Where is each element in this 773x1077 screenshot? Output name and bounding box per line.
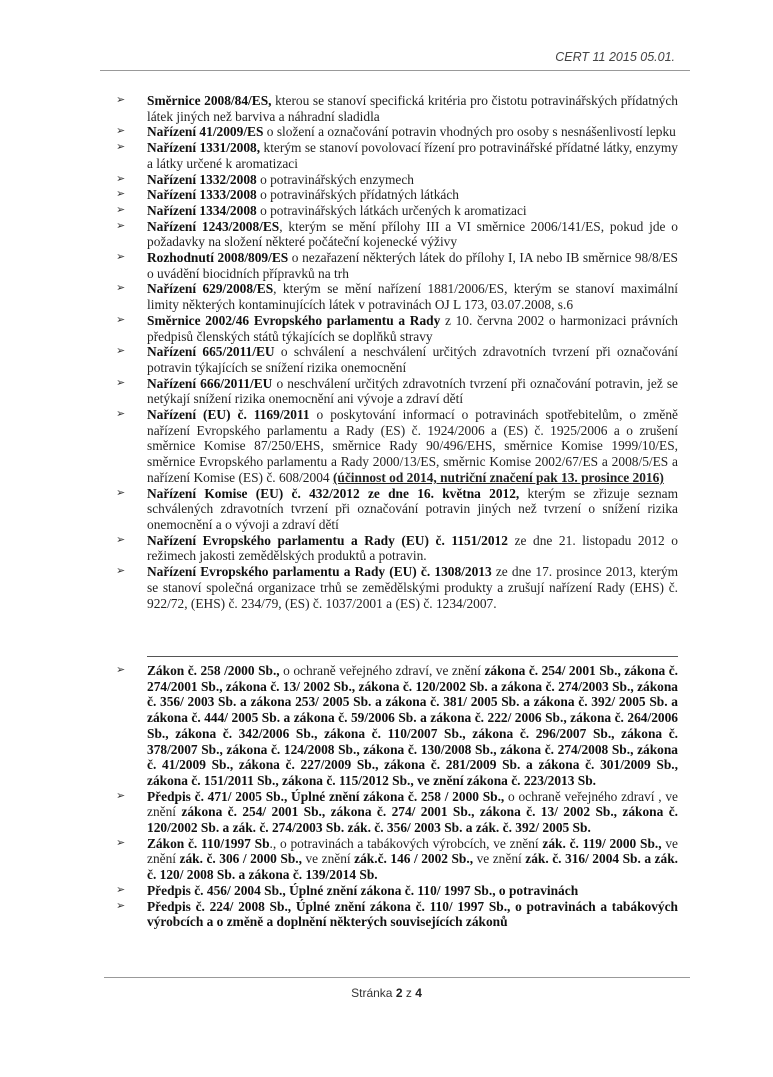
legislation-item [116,486,678,533]
legislation-description: o nezařazení některých látek do přílohy I, IA nebo IB směrnice 98/8/ES o uvádění biocidních přípravků na trh [147,250,678,281]
czech-legislation-list [116,663,678,930]
legislation-item [116,899,678,930]
legislation-item [116,836,678,883]
legislation-description: ve znění [473,851,526,867]
legislation-title: Předpis č. 456/ 2004 Sb., Úplné znění zákona č. 110/ 1997 Sb., o potravinách [147,882,579,898]
legislation-title: Směrnice 2008/84/ES, [147,93,272,108]
legislation-description: ., o potravinách a tabákových výrobcích, ve znění [269,835,543,851]
legislation-item [116,344,678,375]
current-page: 2 [395,986,403,1000]
legislation-title: Nařízení 665/2011/EU [147,344,275,360]
legislation-title: zákona č. 254/ 2001 Sb., zákona č. 274/ 2001 Sb., zákona č. 13/ 2002 Sb., zákona č. 120/2002 Sb. a zák. č. 274/2003 Sb. zák. č. 356/ 2003 Sb. a zák. č. 392/ 2005 Sb. [147,804,678,836]
legislation-title: zák. č. 316/ 2004 Sb. a zák. č. 120/ 2008 Sb. a zákona č. 139/2014 Sb. [147,851,678,883]
document-code-header: CERT 11 2015 05.01. [555,50,675,64]
page-of: z [402,986,416,1000]
legislation-description: ze dne 21. listopadu 2012 o režimech jakosti zemědělských produktů a potravin. [147,532,678,564]
legislation-description: o potravinářských enzymech [256,171,414,187]
legislation-title: Zákon č. 110/1997 Sb [147,835,270,851]
legislation-description: o potravinářských přídatných látkách [256,187,459,203]
legislation-title: Nařízení 1243/2008/ES [147,218,280,234]
legislation-description: , kterým se mění přílohy III a VI směrnice 2006/141/ES, pokud jde o požadavky na složení některé počáteční kojenecké výživy [147,218,678,250]
legislation-item [116,172,678,188]
legislation-title: zák. č. 306 / 2000 Sb., [179,851,302,867]
legislation-title: Nařízení 1331/2008, [147,140,261,156]
legislation-item [116,250,678,281]
section-divider [147,656,678,657]
legislation-item [116,407,678,486]
legislation-item [116,281,678,312]
legislation-title: Rozhodnutí 2008/809/ES [147,250,289,266]
legislation-description: kterou se stanoví specifická kritéria pro čistotu potravinářských přídatných látek jiných než barviva a náhradní sladidla [147,93,679,124]
legislation-item [116,187,678,203]
legislation-title: Nařízení 1334/2008 [147,202,257,218]
effective-date-note: (účinnost od 2014, nutriční značení pak 13. prosince 2016) [332,469,664,485]
legislation-item [116,140,678,171]
legislation-title: Nařízení Komise (EU) č. 432/2012 ze dne 16. května 2012, [147,485,520,501]
total-pages: 4 [415,986,422,1000]
legislation-description: o ochraně veřejného zdraví, ve znění [279,663,485,678]
page-label: Stránka [351,986,396,1000]
legislation-item [116,376,678,407]
eu-legislation-list [116,93,678,611]
legislation-title: Nařízení (EU) č. 1169/2011 [147,407,310,423]
legislation-description: o poskytování informací o potravinách spotřebitelům, o změně nařízení Evropského parlamentu a Rady (ES) č. 1924/2006 a (ES) č. 1925/2006 a o zrušení směrnice Komise 87/250/EHS, směrnice Rady 90/496/EHS, směrnice Komise 1999/10/ES, směrnice Evropského parlamentu a Rady 2000/13/ES, směrnic Komise 2002/67/ES a 2008/5/ES a nařízení Komise (ES) č. 608/2004 [147,407,679,485]
legislation-description: ve znění [147,835,678,867]
page-number [0,986,773,1000]
legislation-description: o neschválení určitých zdravotních tvrzení při označování potravin, jež se netýkají snížení rizika onemocnění ani vývoje a zdraví dětí [147,375,679,407]
legislation-item [116,219,678,250]
legislation-item [116,313,678,344]
legislation-title: Zákon č. 258 /2000 Sb., [147,663,280,678]
legislation-item [116,93,678,124]
legislation-item [116,883,678,899]
legislation-description: kterým se stanoví povolovací řízení pro potravinářské přídatné látky, enzymy a látky určené k aromatizaci [147,140,678,171]
legislation-title: Předpis č. 224/ 2008 Sb., Úplné znění zákona č. 110/ 1997 Sb., o potravinách a tabákových výrobcích a o změně a doplnění některých souvisejících zákonů [147,898,678,930]
legislation-description: ve znění [301,851,355,867]
legislation-item [116,564,678,611]
legislation-title: Směrnice 2002/46 Evropského parlamentu a Rady [147,312,441,328]
legislation-title: Nařízení Evropského parlamentu a Rady (EU) č. 1151/2012 [147,532,508,548]
legislation-title: Nařízení 666/2011/EU [147,375,273,391]
legislation-title: zák. č. 119/ 2000 Sb., [542,835,662,851]
legislation-description: z 10. června 2002 o harmonizaci právních předpisů členských států týkajících se doplňků stravy [147,312,679,344]
legislation-title: Nařízení 1332/2008 [147,171,257,187]
legislation-item [116,124,678,140]
legislation-title: Nařízení Evropského parlamentu a Rady (EU) č. 1308/2013 [147,564,492,580]
legislation-item [116,203,678,219]
legislation-item [116,533,678,564]
legislation-description: o ochraně veřejného zdraví , ve znění [147,788,678,820]
legislation-item [116,663,678,789]
legislation-description: o schválení a neschválení určitých zdravotních tvrzení při označování potravin týkajících se snížení rizika onemocnění [147,344,678,375]
legislation-description: o potravinářských látkách určených k aromatizaci [256,202,527,218]
legislation-title: Nařízení 629/2008/ES [147,281,274,297]
legislation-title: Nařízení 1333/2008 [147,187,257,203]
legislation-title: Předpis č. 471/ 2005 Sb., Úplné znění zákona č. 258 / 2000 Sb., [147,788,505,804]
legislation-title: zák.č. 146 / 2002 Sb., [354,851,474,867]
legislation-description: kterým se zřizuje seznam schválených zdravotních tvrzení při označování potravin jiných než tvrzení o snížení rizika onemocnění a o vývoji a zdraví dětí [147,485,678,532]
legislation-description: ze dne 17. prosince 2013, kterým se stanoví společná organizace trhů se zemědělskými produkty a zrušují nařízení Rady (EHS) č. 922/72, (EHS) č. 234/79, (ES) č. 1037/2001 a (ES) č. 1234/2007. [147,564,679,611]
footer-divider [104,977,690,978]
legislation-title: zákona č. 254/ 2001 Sb., zákona č. 274/2001 Sb., zákona č. 13/ 2002 Sb., zákona č. 120/2002 Sb. a zákona č. 274/2003 Sb., zákona č. 356/ 2003 Sb. a zákona 253/ 2005 Sb. a zákona č. 381/ 2005 Sb. a zákona č. 392/ 2005 Sb. a zákona č. 444/ 2005 Sb. a zákona č. 59/2006 Sb. a zákona č. 222/ 2006 Sb., zákona č. 264/2006 Sb., zákona č. 342/2006 Sb., zákona č. 110/2007 Sb., zákona č. 296/2007 Sb., zákona č. 378/2007 Sb., zákona č. 124/2008 Sb., zákona č. 130/2008 Sb., zákona č. 274/2008 Sb., zákona č. 41/2009 Sb., zákona č. 227/2009 Sb., zákona č. 281/2009 Sb. a zákona č. 301/2009 Sb., zákona č. 151/2011 Sb., zákona č. 115/2012 Sb., ve znění zákona č. 223/2013 Sb. [147,663,679,788]
legislation-item [116,789,678,836]
legislation-title: Nařízení 41/2009/ES [147,124,264,140]
legislation-description: o složení a označování potravin vhodných pro osoby s nesnášenlivostí lepku [263,124,676,140]
header-divider [100,70,690,71]
legislation-description: , kterým se mění nařízení 1881/2006/ES, kterým se stanoví maximální limity některých kontaminujících látek v potravinách OJ L 173, 03.07.2008, s.6 [147,281,679,313]
